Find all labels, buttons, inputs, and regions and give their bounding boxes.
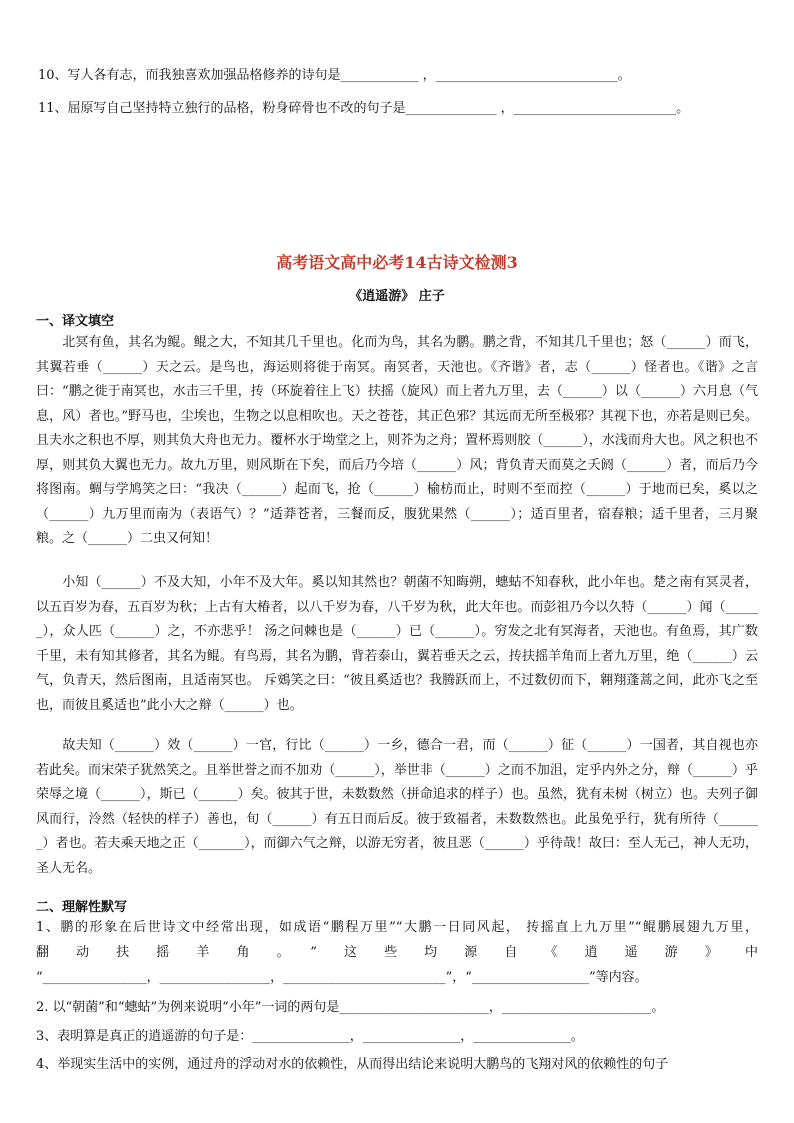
- paragraph-1: 北冥有鱼，其名为鲲。鲲之大，不知其几千里也。化而为鸟，其名为鹏。鹏之背，不知其几千里也；怒（______）而飞，其翼若垂（______）天之云。是鸟也，海运则将徙于南冥。南冥者，天池也。《齐谐》者，志（______）怪者也。《谐》之言曰：“鹏之徙于南冥也，水击三千里，抟（环旋着往上飞）扶摇（旋风）而上者九万里，去（______）以（______）六月息（气息，风）者也。”野马也，尘埃也，生物之以息相吹也。天之苍苍，其正色邪？其远而无所至极邪？其视下也，亦若是则已矣。且夫水之积也不厚，则其负大舟也无力。覆杯水于坳堂之上，则芥为之舟；置杯焉则胶（______），水浅而舟大也。风之积也不厚，则其负大翼也无力。故九万里，则风斯在下矣，而后乃今培（______）风；背负青天而莫之夭阏（______）者，而后乃今将图南。蜩与学鸠笑之曰：“我决（______）起而飞，抢（______）榆枋而止，时则不至而控（______）于地而已矣，奚以之（______）九万里而南为（表语气）？”适莽苍者，三餐而反，腹犹果然（______）；适百里者，宿春粮；适千里者，三月聚粮。之（______）二虫又何知！: [36, 335, 758, 546]
- question-2: 2. 以“朝菌”和“蟪蛄”为例来说明“小年”一词的两句是_______________________，_______________________。: [36, 1000, 665, 1015]
- question-3: 3、表明算是真正的逍遥游的句子是：_______________，_______________，_______________。: [36, 1029, 584, 1044]
- section1-heading: 一、译文填空: [36, 314, 115, 329]
- page-subtitle: 《逍遥游》 庄子: [349, 289, 445, 304]
- question-1-line2: 翻动扶摇羊角。”这些均源自《逍遥游》中: [36, 945, 758, 960]
- paragraph-2: 小知（______）不及大知，小年不及大年。奚以知其然也？朝菌不知晦朔，蟪蛄不知春秋，此小年也。楚之南有冥灵者，以五百岁为春，五百岁为秋；上古有大椿者，以八千岁为春，八千岁为秋，此大年也。而彭祖乃今以久特（______）闻（______），众人匹（______）之，不亦悲乎！ 汤之问棘也是（______）已（______）。穷发之北有冥海者，天池也。有鱼焉，其广数千里，未有知其修者，其名为鲲。有鸟焉，其名为鹏，背若泰山，翼若垂天之云，抟扶摇羊角而上者九万里，绝（______）云气，负青天，然后图南，且适南冥也。 斥鴳笑之曰：“彼且奚适也？我腾跃而上，不过数仞而下，翱翔蓬蒿之间，此亦飞之至也，而彼且奚适也”此小大之辩（______）也。: [36, 575, 758, 713]
- page-title: 高考语文高中必考14古诗文检测3: [276, 253, 518, 272]
- question-11: 11、屈原写自己坚持特立独行的品格，粉身碎骨也不改的句子是______________ ，_________________________。: [38, 101, 690, 116]
- question-1-line1: 1、鹏的形象在后世诗文中经常出现，如成语“鹏程万里”“大鹏一日同风起， 抟摇直上九万里”“鲲鹏展翅九万里，: [36, 920, 758, 935]
- paragraph-3: 故夫知（______）效（______）一官，行比（______）一乡，德合一君，而（______）征（______）一国者，其自视也亦若此矣。而宋荣子犹然笑之。且举世誉之而不加劝（______），举世非（______）之而不加沮，定乎内外之分，辩（______）乎荣辱之境（______），斯已（______）矣。彼其于世，未数数然（拼命追求的样子）也。虽然，犹有未树（树立）也。夫列子御风而行，泠然（轻快的样子）善也，旬（______）有五日而后反。彼于致福者，未数数然也。此虽免乎行，犹有所待（_______）者也。若夫乘天地之正（_______），而御六气之辩，以游无穷者，彼且恶（______）乎待哉！故曰：至人无己，神人无功，圣人无名。: [36, 738, 758, 876]
- question-10: 10、写人各有志，而我独喜欢加强品格修养的诗句是____________ ，____________________________。: [38, 68, 631, 83]
- question-4: 4、举现实生活中的实例，通过舟的浮动对水的依赖性，从而得出结论来说明大鹏鸟的飞翔对风的依赖性的句子: [36, 1057, 669, 1072]
- question-1-line3: “________________，_________________，_________________________”，“__________________”等内容。: [36, 970, 648, 985]
- section2-heading: 二、理解性默写: [36, 900, 128, 915]
